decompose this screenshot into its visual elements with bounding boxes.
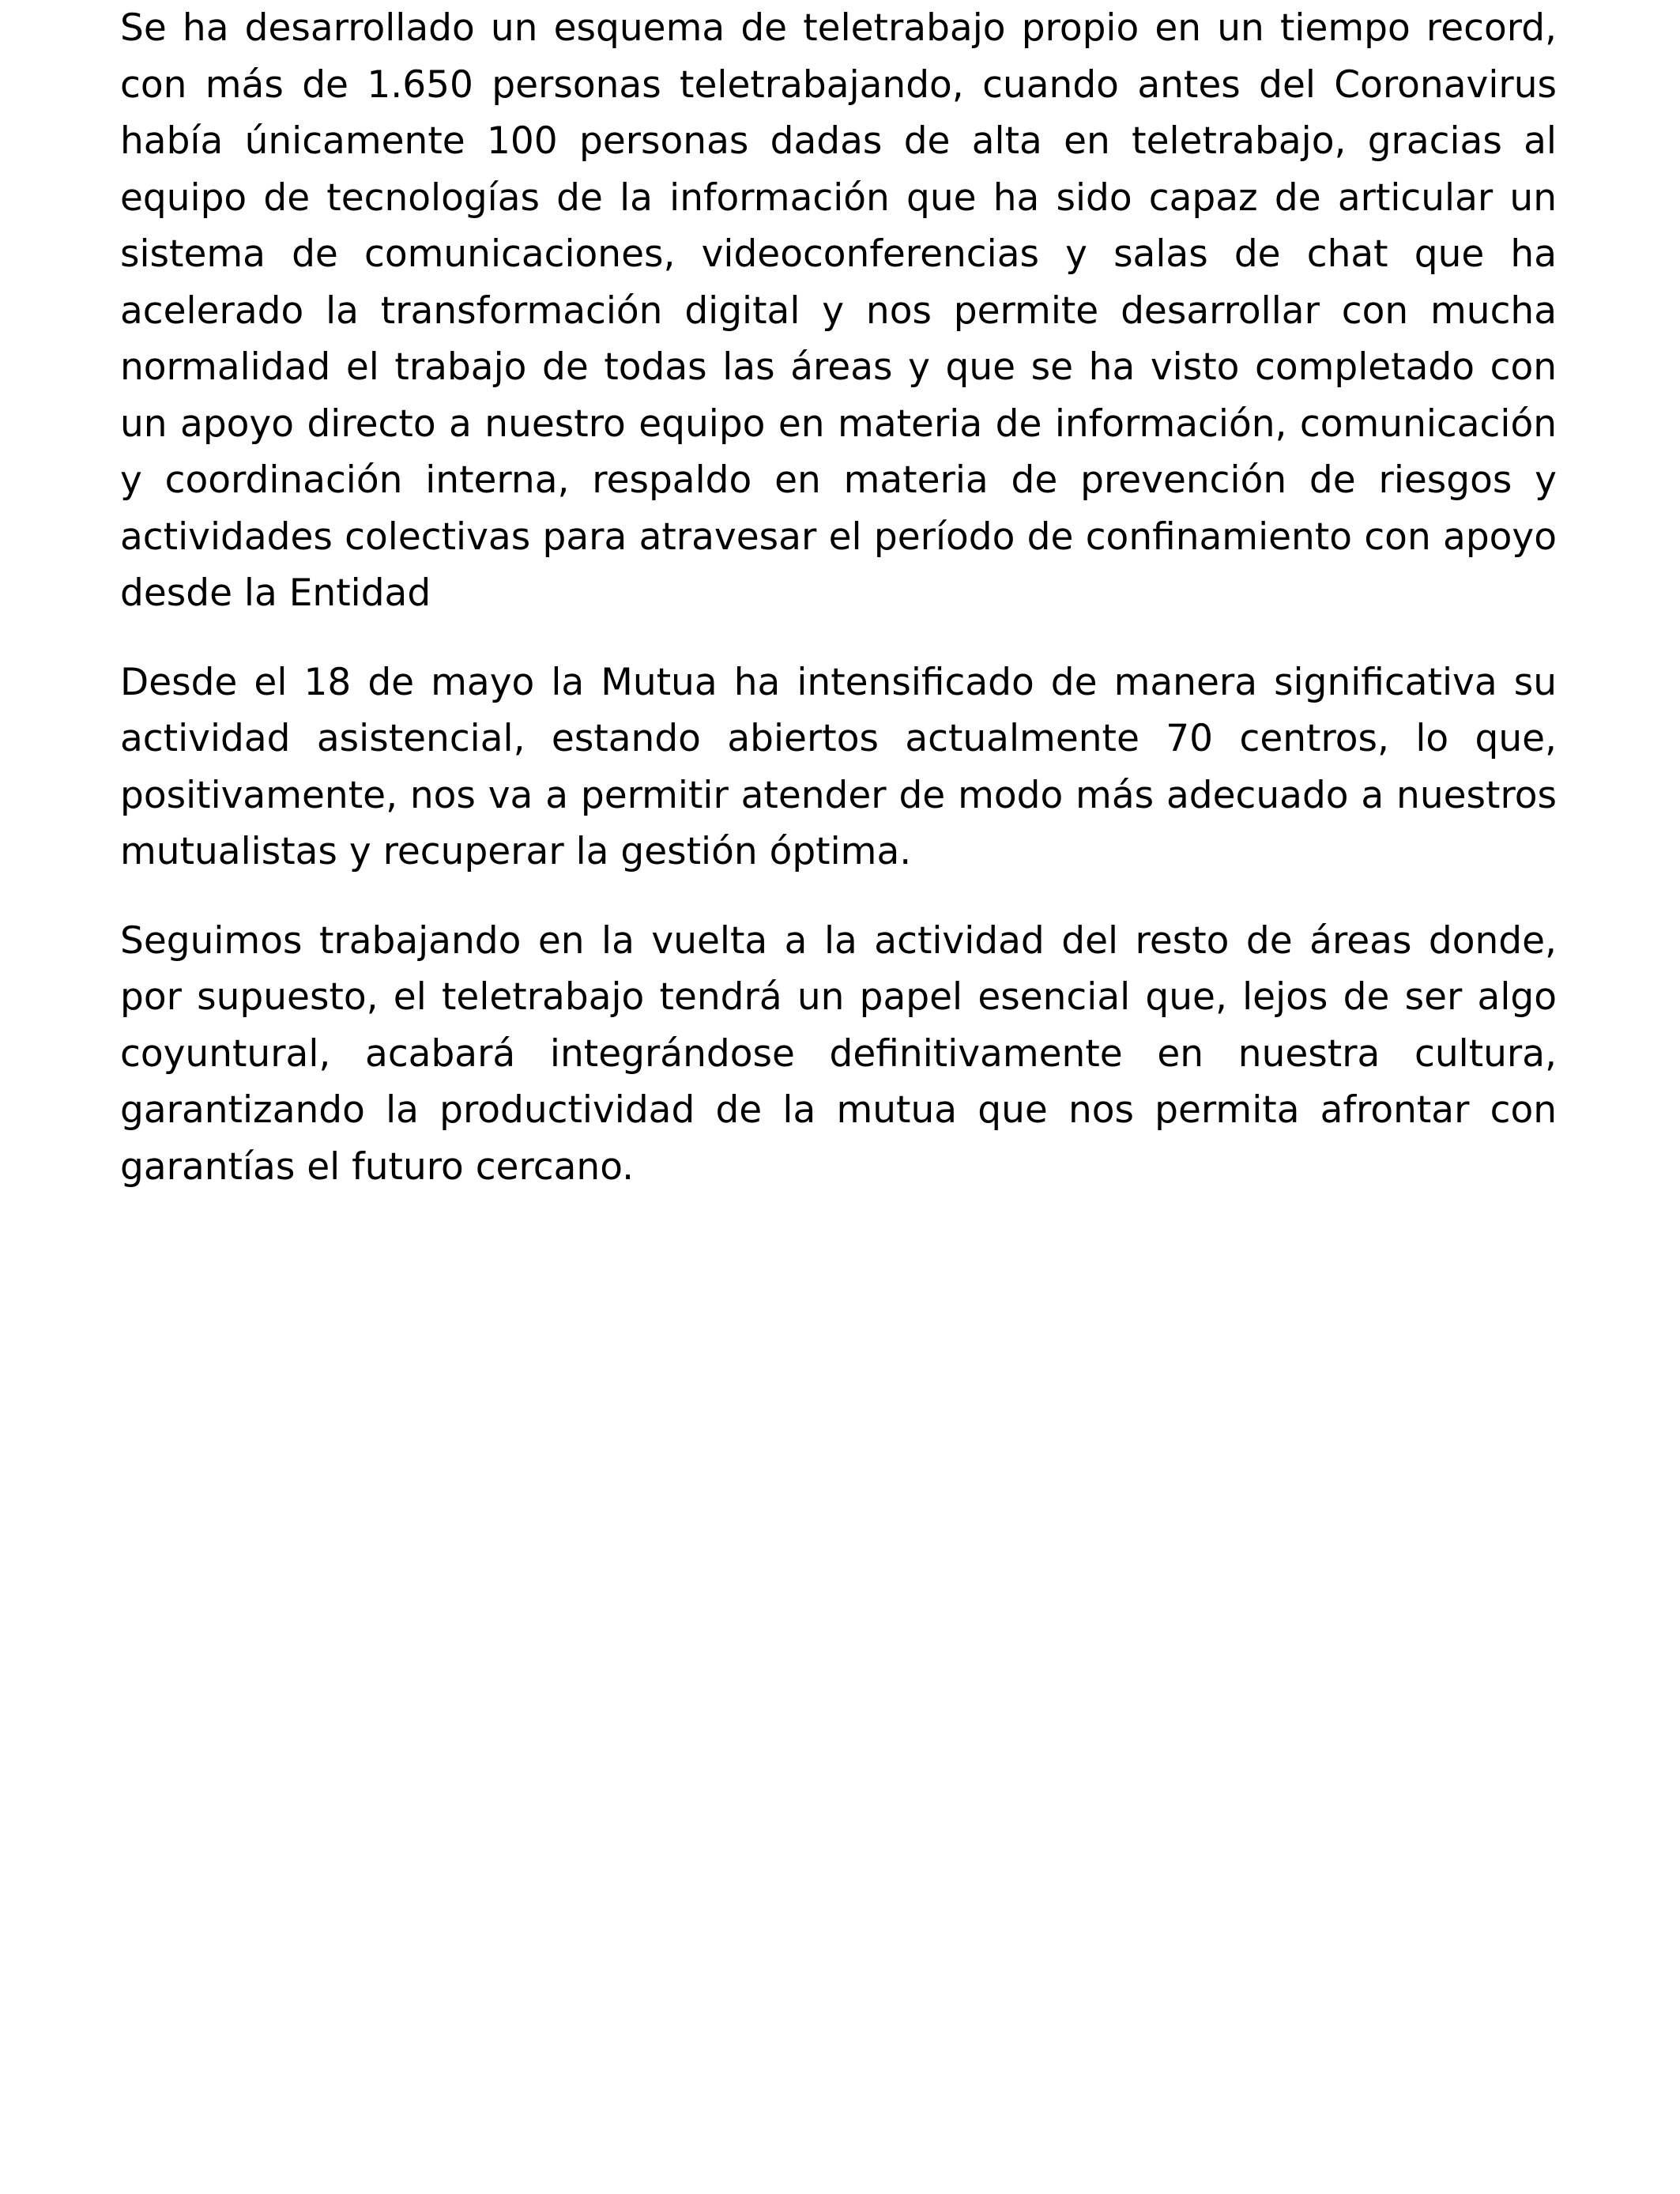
document-page [120,0,1557,1227]
paragraph-actividad-asistencial: Desde el 18 de mayo la Mutua ha intensificado de manera significativa su actividad asistencial, estando abiertos actualmente 70 centros, lo que, positivamente, nos va a permitir atender de modo más adecuado a nuestros mutualistas y recuperar la gestión óptima. [120,660,1557,873]
paragraph-teletrabajo: Se ha desarrollado un esquema de teletrabajo propio en un tiempo record, con más de 1.650 personas teletrabajando, cuando antes del Coronavirus había únicamente 100 personas dadas de alta en teletrabajo, gracias al equipo de tecnologías de la información que ha sido capaz de articular un sistema de comunicaciones, videoconferencias y salas de chat que ha acelerado la transformación digital y nos permite desarrollar con mucha normalidad el trabajo de todas las áreas y que se ha visto completado con un apoyo directo a nuestro equipo en materia de información, comunicación y coordinación interna, respaldo en materia de prevención de riesgos y actividades colectivas para atravesar el período de confinamiento con apoyo desde la Entidad [120,6,1557,615]
paragraph-vuelta-actividad: Seguimos trabajando en la vuelta a la actividad del resto de áreas donde, por supuesto, el teletrabajo tendrá un papel esencial que, lejos de ser algo coyuntural, acabará integrándose definitivamente en nuestra cultura, garantizando la productividad de la mutua que nos permita afrontar con garantías el futuro cercano. [120,918,1557,1189]
